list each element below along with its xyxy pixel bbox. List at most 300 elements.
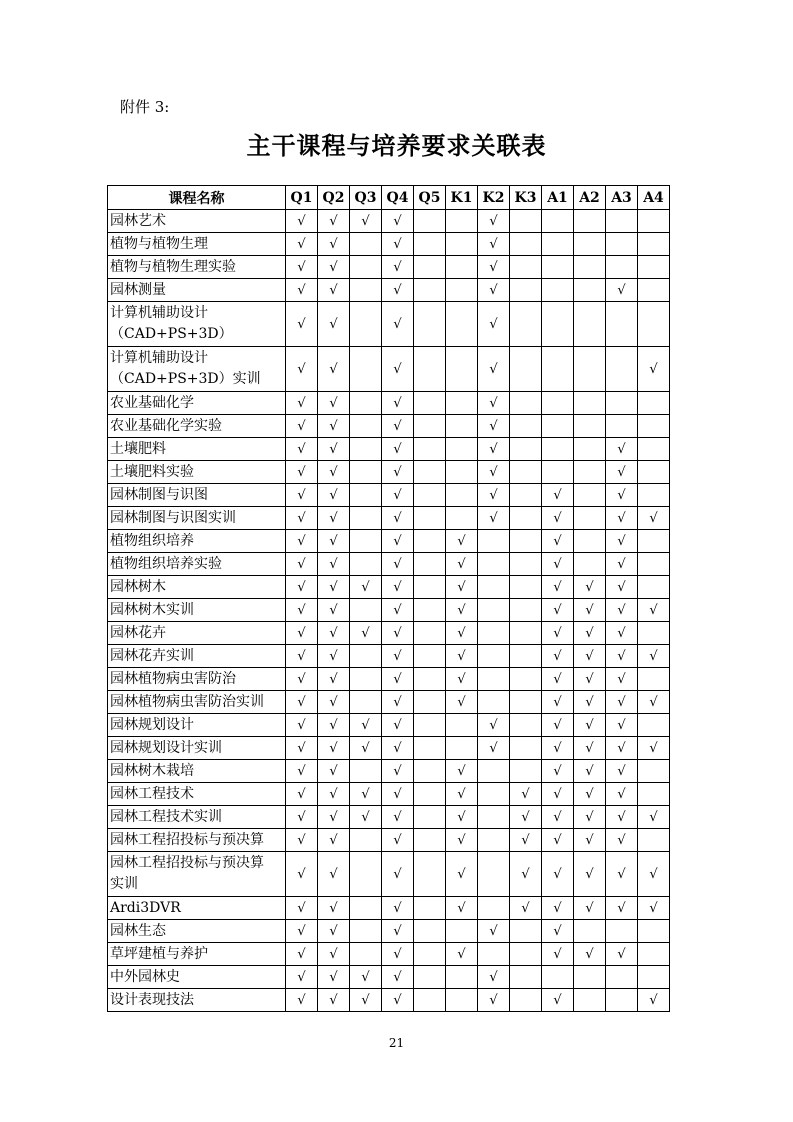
mark-cell-a2: √ [574, 852, 606, 897]
mark-cell-k3 [510, 415, 542, 438]
mark-cell-q3: √ [350, 966, 382, 989]
mark-cell-a3 [606, 256, 638, 279]
mark-cell-k2: √ [478, 415, 510, 438]
mark-cell-k2: √ [478, 302, 510, 347]
mark-cell-q3: √ [350, 806, 382, 829]
mark-cell-a2 [574, 553, 606, 576]
mark-cell-k1: √ [446, 829, 478, 852]
mark-cell-q5 [414, 920, 446, 943]
mark-cell-a4 [638, 714, 670, 737]
mark-cell-q5 [414, 806, 446, 829]
mark-cell-q4: √ [382, 622, 414, 645]
mark-cell-q4: √ [382, 852, 414, 897]
mark-cell-q3 [350, 829, 382, 852]
mark-cell-k2: √ [478, 714, 510, 737]
mark-cell-q1: √ [286, 622, 318, 645]
mark-cell-q5 [414, 691, 446, 714]
mark-cell-a3: √ [606, 279, 638, 302]
mark-cell-q3 [350, 392, 382, 415]
mark-cell-a1: √ [542, 599, 574, 622]
mark-cell-q1: √ [286, 279, 318, 302]
mark-cell-q2: √ [318, 392, 350, 415]
mark-cell-q5 [414, 279, 446, 302]
mark-cell-k3 [510, 553, 542, 576]
mark-cell-a2 [574, 233, 606, 256]
mark-cell-q1: √ [286, 415, 318, 438]
mark-cell-k3 [510, 645, 542, 668]
mark-cell-a2 [574, 279, 606, 302]
mark-cell-a3 [606, 415, 638, 438]
mark-cell-q2: √ [318, 256, 350, 279]
mark-cell-q3 [350, 897, 382, 920]
mark-cell-a2 [574, 347, 606, 392]
mark-cell-q5 [414, 507, 446, 530]
mark-cell-q4: √ [382, 484, 414, 507]
mark-cell-q5 [414, 576, 446, 599]
mark-cell-k2: √ [478, 989, 510, 1012]
mark-cell-q3 [350, 438, 382, 461]
mark-cell-k3 [510, 461, 542, 484]
mark-cell-q4: √ [382, 461, 414, 484]
mark-cell-a4 [638, 461, 670, 484]
mark-cell-k2 [478, 599, 510, 622]
course-name-cell: 园林工程技术实训 [108, 806, 286, 829]
mark-cell-a2 [574, 920, 606, 943]
header-k3: K3 [510, 186, 542, 210]
mark-cell-k2 [478, 829, 510, 852]
mark-cell-k3 [510, 668, 542, 691]
mark-cell-q3 [350, 256, 382, 279]
mark-cell-a4 [638, 415, 670, 438]
mark-cell-a3 [606, 966, 638, 989]
mark-cell-k2: √ [478, 507, 510, 530]
mark-cell-q5 [414, 256, 446, 279]
mark-cell-a1: √ [542, 852, 574, 897]
mark-cell-k3 [510, 484, 542, 507]
mark-cell-a1: √ [542, 920, 574, 943]
table-row [108, 829, 670, 852]
mark-cell-a1 [542, 302, 574, 347]
mark-cell-q2: √ [318, 507, 350, 530]
mark-cell-a2 [574, 256, 606, 279]
mark-cell-a3: √ [606, 461, 638, 484]
mark-cell-k2 [478, 806, 510, 829]
mark-cell-a3: √ [606, 760, 638, 783]
mark-cell-q4: √ [382, 553, 414, 576]
mark-cell-a3: √ [606, 599, 638, 622]
mark-cell-k2 [478, 943, 510, 966]
table-row [108, 576, 670, 599]
mark-cell-q5 [414, 622, 446, 645]
mark-cell-a3 [606, 210, 638, 233]
page-number: 21 [388, 1036, 405, 1050]
mark-cell-a3 [606, 920, 638, 943]
mark-cell-a4: √ [638, 897, 670, 920]
mark-cell-q1: √ [286, 576, 318, 599]
mark-cell-a1 [542, 210, 574, 233]
header-q3: Q3 [350, 186, 382, 210]
mark-cell-a4: √ [638, 691, 670, 714]
course-name-cell: 农业基础化学 [108, 392, 286, 415]
table-row [108, 302, 670, 347]
mark-cell-q1: √ [286, 233, 318, 256]
mark-cell-q5 [414, 210, 446, 233]
mark-cell-a2: √ [574, 645, 606, 668]
table-row [108, 920, 670, 943]
mark-cell-a2: √ [574, 806, 606, 829]
mark-cell-a2: √ [574, 783, 606, 806]
mark-cell-k1 [446, 966, 478, 989]
mark-cell-q3 [350, 461, 382, 484]
table-row [108, 530, 670, 553]
mark-cell-a4 [638, 210, 670, 233]
mark-cell-a2: √ [574, 760, 606, 783]
mark-cell-a4 [638, 302, 670, 347]
mark-cell-q1: √ [286, 691, 318, 714]
table-row [108, 507, 670, 530]
mark-cell-k2 [478, 622, 510, 645]
mark-cell-k2: √ [478, 392, 510, 415]
mark-cell-a1: √ [542, 760, 574, 783]
mark-cell-k3: √ [510, 897, 542, 920]
mark-cell-a1: √ [542, 737, 574, 760]
course-name-cell: 计算机辅助设计 （CAD+PS+3D）实训 [108, 347, 286, 392]
mark-cell-k2: √ [478, 461, 510, 484]
table-row [108, 691, 670, 714]
mark-cell-a1 [542, 438, 574, 461]
mark-cell-q4: √ [382, 210, 414, 233]
mark-cell-q5 [414, 438, 446, 461]
course-name-cell: 植物与植物生理实验 [108, 256, 286, 279]
mark-cell-k1 [446, 737, 478, 760]
mark-cell-a1: √ [542, 989, 574, 1012]
course-name-cell: 园林树木栽培 [108, 760, 286, 783]
course-name-cell: Ardi3DVR [108, 897, 286, 920]
mark-cell-q2: √ [318, 668, 350, 691]
mark-cell-q5 [414, 461, 446, 484]
mark-cell-a1: √ [542, 897, 574, 920]
mark-cell-q5 [414, 599, 446, 622]
mark-cell-q2: √ [318, 576, 350, 599]
mark-cell-q3 [350, 507, 382, 530]
mark-cell-q4: √ [382, 829, 414, 852]
mark-cell-a2: √ [574, 599, 606, 622]
mark-cell-a2: √ [574, 576, 606, 599]
course-name-cell: 计算机辅助设计 （CAD+PS+3D） [108, 302, 286, 347]
mark-cell-q2: √ [318, 484, 350, 507]
mark-cell-a4 [638, 530, 670, 553]
header-a2: A2 [574, 186, 606, 210]
table-row [108, 461, 670, 484]
mark-cell-a1: √ [542, 576, 574, 599]
mark-cell-a3: √ [606, 897, 638, 920]
header-a3: A3 [606, 186, 638, 210]
header-a1: A1 [542, 186, 574, 210]
mark-cell-q4: √ [382, 668, 414, 691]
mark-cell-a2 [574, 966, 606, 989]
mark-cell-k2 [478, 897, 510, 920]
mark-cell-k2 [478, 852, 510, 897]
mark-cell-q5 [414, 302, 446, 347]
mark-cell-q1: √ [286, 737, 318, 760]
mark-cell-q1: √ [286, 783, 318, 806]
mark-cell-k2: √ [478, 347, 510, 392]
course-name-cell: 园林艺术 [108, 210, 286, 233]
mark-cell-k1 [446, 279, 478, 302]
mark-cell-q2: √ [318, 347, 350, 392]
mark-cell-k3 [510, 256, 542, 279]
mark-cell-q4: √ [382, 645, 414, 668]
mark-cell-q5 [414, 347, 446, 392]
mark-cell-a3: √ [606, 668, 638, 691]
mark-cell-q1: √ [286, 210, 318, 233]
mark-cell-q1: √ [286, 256, 318, 279]
mark-cell-a2: √ [574, 829, 606, 852]
mark-cell-k3 [510, 347, 542, 392]
mark-cell-q3 [350, 347, 382, 392]
mark-cell-q1: √ [286, 302, 318, 347]
mark-cell-k1 [446, 347, 478, 392]
mark-cell-k2 [478, 553, 510, 576]
course-name-cell: 中外园林史 [108, 966, 286, 989]
mark-cell-q5 [414, 714, 446, 737]
mark-cell-q2: √ [318, 530, 350, 553]
mark-cell-a4 [638, 668, 670, 691]
mark-cell-q2: √ [318, 920, 350, 943]
mark-cell-a2 [574, 507, 606, 530]
course-name-cell: 园林生态 [108, 920, 286, 943]
mark-cell-a2: √ [574, 897, 606, 920]
mark-cell-q3 [350, 415, 382, 438]
course-name-cell: 园林树木实训 [108, 599, 286, 622]
mark-cell-a2 [574, 415, 606, 438]
mark-cell-a4 [638, 966, 670, 989]
mark-cell-a4 [638, 438, 670, 461]
mark-cell-k3 [510, 279, 542, 302]
mark-cell-q3: √ [350, 783, 382, 806]
mark-cell-q3: √ [350, 737, 382, 760]
course-name-cell: 植物组织培养实验 [108, 553, 286, 576]
mark-cell-k1 [446, 507, 478, 530]
table-row [108, 599, 670, 622]
mark-cell-q2: √ [318, 966, 350, 989]
mark-cell-a1: √ [542, 806, 574, 829]
mark-cell-a3: √ [606, 507, 638, 530]
mark-cell-q1: √ [286, 668, 318, 691]
header-row [108, 186, 670, 210]
mark-cell-k1: √ [446, 943, 478, 966]
mark-cell-a4 [638, 279, 670, 302]
header-q2: Q2 [318, 186, 350, 210]
mark-cell-q5 [414, 989, 446, 1012]
mark-cell-a3: √ [606, 943, 638, 966]
mark-cell-k2: √ [478, 210, 510, 233]
course-name-cell: 农业基础化学实验 [108, 415, 286, 438]
mark-cell-k3 [510, 507, 542, 530]
mark-cell-a4 [638, 256, 670, 279]
table-row [108, 233, 670, 256]
course-name-cell: 园林工程招投标与预决算 实训 [108, 852, 286, 897]
mark-cell-q2: √ [318, 461, 350, 484]
mark-cell-q3 [350, 553, 382, 576]
mark-cell-q4: √ [382, 507, 414, 530]
table-row [108, 783, 670, 806]
mark-cell-k2 [478, 530, 510, 553]
mark-cell-a4: √ [638, 989, 670, 1012]
mark-cell-k1 [446, 392, 478, 415]
mark-cell-q4: √ [382, 806, 414, 829]
mark-cell-k2: √ [478, 279, 510, 302]
mark-cell-q1: √ [286, 714, 318, 737]
mark-cell-q1: √ [286, 920, 318, 943]
mark-cell-a3 [606, 302, 638, 347]
mark-cell-k1: √ [446, 852, 478, 897]
mark-cell-q3 [350, 645, 382, 668]
mark-cell-a3: √ [606, 645, 638, 668]
mark-cell-a3: √ [606, 484, 638, 507]
mark-cell-q2: √ [318, 760, 350, 783]
mark-cell-q4: √ [382, 302, 414, 347]
mark-cell-k1 [446, 256, 478, 279]
table-row [108, 438, 670, 461]
mark-cell-a2 [574, 210, 606, 233]
table-row [108, 347, 670, 392]
mark-cell-q3 [350, 530, 382, 553]
mark-cell-q2: √ [318, 553, 350, 576]
mark-cell-a4 [638, 392, 670, 415]
mark-cell-q2: √ [318, 989, 350, 1012]
mark-cell-q3 [350, 599, 382, 622]
mark-cell-a1 [542, 256, 574, 279]
mark-cell-k3 [510, 210, 542, 233]
mark-cell-k2 [478, 576, 510, 599]
header-q5: Q5 [414, 186, 446, 210]
mark-cell-k2: √ [478, 256, 510, 279]
mark-cell-a1: √ [542, 943, 574, 966]
mark-cell-q3: √ [350, 714, 382, 737]
mark-cell-k1 [446, 461, 478, 484]
mark-cell-q5 [414, 668, 446, 691]
table-row [108, 392, 670, 415]
mark-cell-k1 [446, 714, 478, 737]
mark-cell-a3: √ [606, 576, 638, 599]
table-row [108, 989, 670, 1012]
table-body [108, 210, 670, 1012]
mark-cell-a3: √ [606, 622, 638, 645]
mark-cell-q1: √ [286, 530, 318, 553]
mark-cell-q4: √ [382, 438, 414, 461]
mark-cell-a1 [542, 392, 574, 415]
mark-cell-q4: √ [382, 989, 414, 1012]
mark-cell-k2 [478, 645, 510, 668]
mark-cell-q2: √ [318, 302, 350, 347]
table-row [108, 622, 670, 645]
mark-cell-a1: √ [542, 484, 574, 507]
mark-cell-q5 [414, 829, 446, 852]
mark-cell-q1: √ [286, 645, 318, 668]
mark-cell-q1: √ [286, 553, 318, 576]
mark-cell-q3: √ [350, 989, 382, 1012]
mark-cell-k1: √ [446, 645, 478, 668]
mark-cell-q3 [350, 668, 382, 691]
mark-cell-q3 [350, 920, 382, 943]
mark-cell-k3: √ [510, 806, 542, 829]
mark-cell-a1: √ [542, 645, 574, 668]
table-row [108, 415, 670, 438]
mark-cell-q3 [350, 943, 382, 966]
mark-cell-q4: √ [382, 415, 414, 438]
mark-cell-q1: √ [286, 760, 318, 783]
mark-cell-a4: √ [638, 737, 670, 760]
mark-cell-a4 [638, 233, 670, 256]
mark-cell-k3 [510, 622, 542, 645]
mark-cell-a3: √ [606, 829, 638, 852]
course-name-cell: 土壤肥料实验 [108, 461, 286, 484]
mark-cell-k2: √ [478, 920, 510, 943]
mark-cell-q5 [414, 645, 446, 668]
mark-cell-k2: √ [478, 484, 510, 507]
table-row [108, 645, 670, 668]
mark-cell-q5 [414, 852, 446, 897]
mark-cell-k1: √ [446, 897, 478, 920]
mark-cell-a1: √ [542, 530, 574, 553]
mark-cell-a3: √ [606, 553, 638, 576]
course-name-cell: 植物与植物生理 [108, 233, 286, 256]
mark-cell-a4: √ [638, 806, 670, 829]
mark-cell-k1: √ [446, 806, 478, 829]
mark-cell-q4: √ [382, 714, 414, 737]
mark-cell-q1: √ [286, 599, 318, 622]
page-title: 主干课程与培养要求关联表 [246, 131, 547, 160]
table-row [108, 279, 670, 302]
mark-cell-k1 [446, 989, 478, 1012]
mark-cell-a3 [606, 347, 638, 392]
mark-cell-k3 [510, 989, 542, 1012]
mark-cell-k1: √ [446, 783, 478, 806]
mark-cell-q1: √ [286, 943, 318, 966]
mark-cell-q5 [414, 966, 446, 989]
mark-cell-q1: √ [286, 392, 318, 415]
mark-cell-q5 [414, 897, 446, 920]
table-row [108, 484, 670, 507]
mark-cell-a4: √ [638, 507, 670, 530]
mark-cell-k1 [446, 920, 478, 943]
mark-cell-k2: √ [478, 438, 510, 461]
mark-cell-k3: √ [510, 829, 542, 852]
mark-cell-a1: √ [542, 691, 574, 714]
mark-cell-q2: √ [318, 210, 350, 233]
table-row [108, 806, 670, 829]
mark-cell-q5 [414, 415, 446, 438]
mark-cell-q2: √ [318, 783, 350, 806]
mark-cell-k1: √ [446, 760, 478, 783]
course-name-cell: 园林测量 [108, 279, 286, 302]
mark-cell-q3 [350, 484, 382, 507]
mark-cell-a3: √ [606, 714, 638, 737]
mark-cell-q4: √ [382, 783, 414, 806]
course-name-cell: 园林花卉 [108, 622, 286, 645]
mark-cell-k3 [510, 233, 542, 256]
mark-cell-q4: √ [382, 576, 414, 599]
mark-cell-q2: √ [318, 438, 350, 461]
mark-cell-k1 [446, 484, 478, 507]
header-q4: Q4 [382, 186, 414, 210]
mark-cell-a3 [606, 233, 638, 256]
mark-cell-k3: √ [510, 783, 542, 806]
mark-cell-a4 [638, 622, 670, 645]
mark-cell-q3 [350, 233, 382, 256]
mark-cell-q5 [414, 553, 446, 576]
